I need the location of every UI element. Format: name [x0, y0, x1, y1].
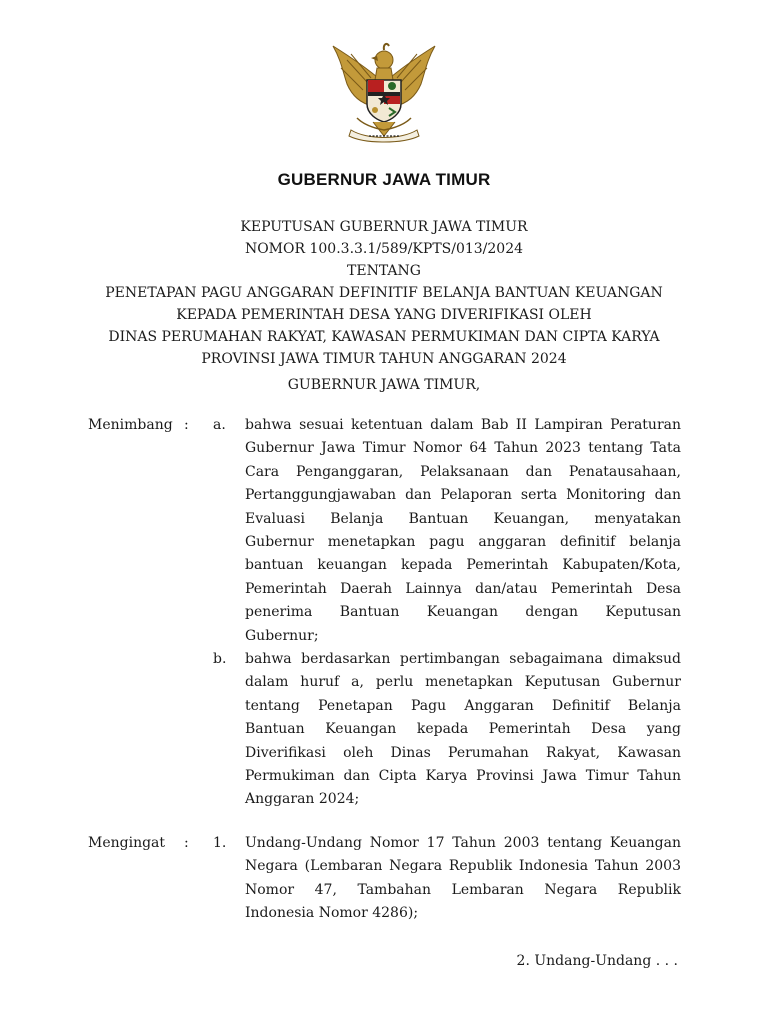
- garuda-pancasila-icon: [327, 38, 441, 146]
- menimbang-item-b: [245, 648, 681, 812]
- item-marker: a.: [213, 417, 226, 433]
- paragraph-line: Gubernur Jawa Timur Nomor 64 Tahun 2023 tentang Tata: [245, 440, 681, 457]
- paragraph-line: dalam huruf a, perlu menetapkan Keputusan Gubernur: [245, 674, 681, 691]
- paragraph-line: Nomor 47, Tambahan Lembaran Negara Republik: [245, 881, 681, 898]
- paragraph-line: Bantuan Keuangan kepada Pemerintah Desa yang: [245, 721, 681, 738]
- paragraph-line: Cara Penganggaran, Pelaksanaan dan Penatausahaan,: [245, 463, 681, 480]
- decree-about: TENTANG: [347, 263, 421, 279]
- paragraph-line: tentang Penetapan Pagu Anggaran Definitif Belanja: [245, 697, 681, 714]
- paragraph-line: penerima Bantuan Keuangan dengan Keputusan: [245, 604, 681, 621]
- item-marker: b.: [213, 651, 227, 667]
- decree-subject-line: PENETAPAN PAGU ANGGARAN DEFINITIF BELANJA BANTUAN KEUANGAN: [105, 285, 663, 301]
- paragraph-line: bahwa sesuai ketentuan dalam Bab II Lampiran Peraturan: [245, 417, 681, 433]
- mengingat-item-1: [245, 832, 681, 926]
- paragraph-line: bahwa berdasarkan pertimbangan sebagaimana dimaksud: [245, 651, 681, 667]
- decree-subject-line: DINAS PERUMAHAN RAKYAT, KAWASAN PERMUKIMAN DAN CIPTA KARYA: [108, 329, 660, 345]
- paragraph-line: Diverifikasi oleh Dinas Perumahan Rakyat, Kawasan: [245, 744, 681, 761]
- decree-type: KEPUTUSAN GUBERNUR JAWA TIMUR: [240, 219, 528, 235]
- paragraph-line: Indonesia Nomor 4286);: [245, 905, 419, 922]
- decree-subject-line: KEPADA PEMERINTAH DESA YANG DIVERIFIKASI OLEH: [176, 307, 592, 323]
- paragraph-line: Pertanggungjawaban dan Pelaporan serta Monitoring dan: [245, 487, 681, 504]
- paragraph-line: Undang-Undang Nomor 17 Tahun 2003 tentang Keuangan: [245, 835, 681, 851]
- paragraph-line: Pemerintah Daerah Lainnya dan/atau Pemerintah Desa: [245, 580, 681, 597]
- paragraph-line: Anggaran 2024;: [245, 791, 360, 808]
- paragraph-line: Gubernur;: [245, 627, 319, 644]
- decree-subject-line: PROVINSI JAWA TIMUR TAHUN ANGGARAN 2024: [201, 351, 567, 367]
- paragraph-line: Gubernur menetapkan pagu anggaran definitif belanja: [245, 533, 681, 550]
- section-colon: :: [184, 835, 189, 851]
- item-marker: 1.: [213, 835, 227, 851]
- section-label-menimbang: Menimbang: [88, 417, 173, 433]
- decree-heading: [60, 216, 708, 370]
- menimbang-item-a: [245, 414, 681, 648]
- issuer-line: GUBERNUR JAWA TIMUR,: [287, 377, 481, 393]
- issuing-authority-title: GUBERNUR JAWA TIMUR: [277, 170, 491, 189]
- decree-number: NOMOR 100.3.3.1/589/KPTS/013/2024: [244, 241, 524, 257]
- paragraph-line: Permukiman dan Cipta Karya Provinsi Jawa Timur Tahun: [245, 767, 681, 784]
- section-label-mengingat: Mengingat: [88, 835, 166, 851]
- paragraph-line: Negara (Lembaran Negara Republik Indonesia Tahun 2003: [245, 858, 681, 875]
- page-continuation: 2. Undang-Undang . . .: [516, 953, 678, 969]
- paragraph-line: Evaluasi Belanja Bantuan Keuangan, menyatakan: [245, 510, 681, 527]
- section-colon: :: [184, 417, 189, 433]
- paragraph-line: bantuan keuangan kepada Pemerintah Kabupaten/Kota,: [245, 557, 681, 574]
